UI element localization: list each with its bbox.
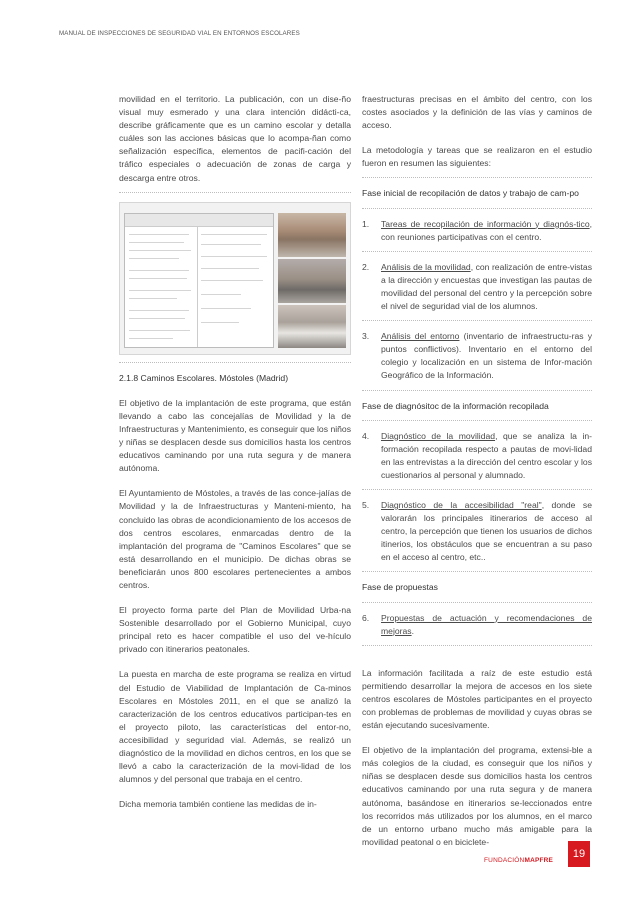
intro-paragraph: movilidad en el territorio. La publicación, con un dise-ño visual muy esmerado y una clara intención didácti-ca, describe gráficamente que es un camino escolar y detalla cuáles son las acciones básicas que lo acompa-ñan como señalización específica, elementos de pacifi-cación del tráfico especiales o adecuación de zonas de carga y descarga entre otros. — [119, 94, 351, 183]
list-item: 2. Análisis de la movilidad, con realización de entre-vistas a la dirección y encuestas que investigan las pautas de movilidad del personal del centro y la percepción sobre el nivel de seguridad vial de los alumnos. — [362, 261, 593, 312]
paragraph: El Ayuntamiento de Móstoles, a través de las conce-jalías de Movilidad y la de Infraestructuras y Manteni-miento, ha concluido las obras de acondicionamiento de los accesos de dos centros escolares, enmarcadas dentro de la implantación del programa de "Caminos Escolares" que se está desarrollando en el municipio. De dichas obras se beneficiarán unos 800 escolares pertenecientes a ambos centros. — [119, 488, 351, 590]
list-item: 4. Diagnóstico de la movilidad, que se analiza la in-formación recopilada respecto a pautas de movi-lidad en las entrevistas a la dirección del centro escolar y los cuestionarios al personal y alumnado. — [362, 430, 592, 480]
paragraph: La puesta en marcha de este programa se realiza en virtud del Estudio de Viabilidad de Implantación de Ca-minos Escolares en Móstoles 2011, en el que se analizó la caracterización de los centros educativos participan-tes en el proyecto piloto, las características del entor-no, accesibilidad y seguridad vial. Además, se realizó un diagnóstico de la movilidad en dichos centros, en los que se llevó a cabo la caracterización de la movi-lidad de los alumnos y del personal que trabaja en el centro. — [119, 669, 351, 785]
divider — [119, 192, 351, 193]
paragraph: El objetivo de la implantación de este programa, que están llevando a cabo las concejalías de Movilidad y la de Infraestructuras y Mantenimiento, es conseguir que los niños y niñas se desplacen desde sus domicilios hasta los centros educativos caminando por una ruta segura y de manera autónoma. — [119, 397, 351, 474]
street-photo-1 — [278, 213, 346, 257]
section-heading: 2.1.8 Caminos Escolares. Móstoles (Madrid) — [119, 372, 289, 383]
divider — [362, 390, 592, 391]
divider — [362, 489, 592, 490]
divider — [362, 320, 592, 321]
street-photo-3 — [278, 305, 346, 348]
method-paragraph: La metodología y tareas que se realizaron en el estudio fueron en resumen las siguientes: — [362, 145, 592, 169]
right-column — [362, 93, 592, 849]
street-photo-2 — [278, 259, 346, 303]
catalog-form-figure — [119, 202, 351, 355]
paragraph: Dicha memoria también contiene las medidas de in- — [119, 799, 317, 810]
phase-heading: Fase inicial de recopilación de datos y trabajo de cam-po — [362, 188, 579, 199]
paragraph: La información facilitada a raíz de este estudio está permitiendo desarrollar la mejora de accesos en los siete centros escolares de Móstoles participantes en el proyecto con problemas de problemas de movilidad y cuyas obras se están ejecutando sucesivamente. — [362, 667, 592, 731]
inventory-form-image — [124, 213, 274, 348]
divider — [362, 602, 592, 603]
divider — [362, 420, 592, 421]
list-item: 6. Propuestas de actuación y recomendaciones de mejoras. — [362, 612, 592, 636]
phase-heading: Fase de propuestas — [362, 582, 438, 593]
paragraph: El proyecto forma parte del Plan de Movilidad Urba-na Sostenible desarrollado por el Gobierno Municipal, cuyo principal reto es hacer compatible el uso del ve-hículo privado con itinerarios peatonales. — [119, 605, 351, 655]
phase-heading: Fase de diagnósitoc de la información recopilada — [362, 400, 549, 411]
intro-paragraph: fraestructuras precisas en el ámbito del centro, con los costes asociados y la definición de las vías y caminos de acceso. — [362, 94, 592, 131]
paragraph: El objetivo de la implantación del programa, extensi-ble a más colegios de la ciudad, es conseguir que los niños y niñas se desplacen desde sus domicilios hasta los centros educativos caminando por una ruta segura y de manera autónoma, basándose en itinerarios se-leccionados entre los recorridos más utilizados por los alumnos, en el marco de un entorno urbano mucho más amigable para la movilidad peatonal o en biciclete- — [362, 745, 592, 847]
running-header: MANUAL DE INSPECCIONES DE SEGURIDAD VIAL EN ENTORNOS ESCOLARES — [59, 30, 300, 37]
divider — [362, 645, 592, 646]
fundacion-mapfre-logo: FUNDACIÓNMAPFRE — [484, 857, 554, 864]
divider — [119, 362, 351, 363]
list-item: 5. Diagnóstico de la accesibilidad "real", donde se valorarán los principales itinerarios de acceso al centro, la percepción que tienen los usuarios de dichos itinerios, los obstáculos que se encuentran a su paso en el acceso al centro, etc.. — [362, 499, 592, 563]
page-number: 19 — [568, 841, 590, 867]
divider — [362, 208, 592, 209]
divider — [362, 177, 592, 178]
divider — [362, 251, 592, 252]
list-item: 3. Análisis del entorno (inventario de infraestructu-ras y puntos conflictivos). Inventario en el entorno del colegio y localización en un sistema de Infor-mación Geográfico de la Información. — [362, 331, 592, 381]
divider — [362, 571, 592, 572]
left-column — [119, 93, 351, 811]
list-item: 1. Tareas de recopilación de información y diagnós-tico, con reuniones participativas con el centro. — [362, 218, 592, 242]
